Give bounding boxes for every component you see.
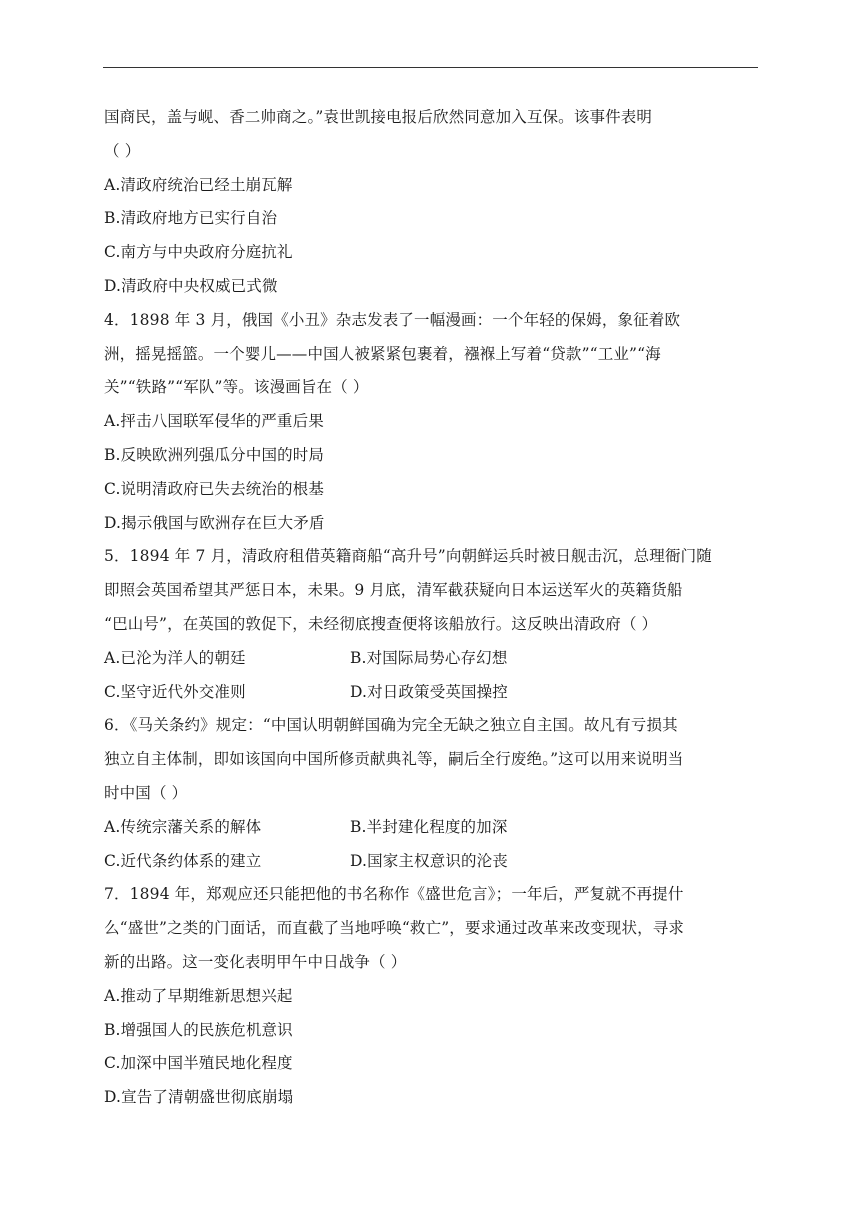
option-row xyxy=(104,811,764,845)
option-row xyxy=(104,845,764,879)
question-4-stem-line: 4．1898 年 3 月，俄国《小丑》杂志发表了一幅漫画：一个年轻的保姆，象征着欧 xyxy=(104,310,681,329)
option-a: A.清政府统治已经土崩瓦解 xyxy=(104,175,293,194)
option-a: A.推动了早期维新思想兴起 xyxy=(104,986,293,1005)
question-4-stem-line: 关”“铁路”“军队”等。该漫画旨在（ ） xyxy=(104,378,369,397)
option-d: D.国家主权意识的沦丧 xyxy=(350,851,508,870)
option-a: A.抨击八国联军侵华的严重后果 xyxy=(104,412,324,431)
option-b: B.增强国人的民族危机意识 xyxy=(104,1020,293,1039)
option-a: A.传统宗藩关系的解体 xyxy=(104,817,262,836)
question-7-stem-line: 7．1894 年，郑观应还只能把他的书名称作《盛世危言》；一年后，严复就不再提什 xyxy=(104,885,684,904)
option-b: B.反映欧洲列强瓜分中国的时局 xyxy=(104,445,325,464)
question-6-stem-line: 独立自主体制，即如该国向中国所修贡献典礼等，嗣后全行废绝。”这可以用来说明当 xyxy=(104,750,684,769)
option-d: D.对日政策受英国操控 xyxy=(350,682,508,701)
question-7-stem-line: 新的出路。这一变化表明甲午中日战争（ ） xyxy=(104,952,407,971)
option-row xyxy=(104,676,764,710)
option-row xyxy=(104,642,764,676)
header-rule xyxy=(103,67,758,68)
question-7-stem-line: 么“盛世”之类的门面话，而直截了当地呼唤“救亡”，要求通过改革来改变现状，寻求 xyxy=(104,919,685,938)
option-d: D.揭示俄国与欧洲存在巨大矛盾 xyxy=(104,513,325,532)
answer-blank: （ ） xyxy=(104,141,141,160)
option-c: C.说明清政府已失去统治的根基 xyxy=(104,479,324,498)
question-3-stem-line: 国商民，盖与岘、香二帅商之。”袁世凯接电报后欣然同意加入互保。该事件表明 xyxy=(104,108,653,126)
question-6-stem-line: 时中国（ ） xyxy=(104,783,188,802)
option-d: D.宣告了清朝盛世彻底崩塌 xyxy=(104,1088,294,1107)
option-d: D.清政府中央权威已式微 xyxy=(104,276,278,295)
option-c: C.近代条约体系的建立 xyxy=(104,851,262,870)
question-5-stem-line: 5．1894 年 7 月，清政府租借英籍商船“高升号”向朝鲜运兵时被日舰击沉，总理衙门随 xyxy=(104,547,712,566)
question-5-stem-line: “巴山号”，在英国的敦促下，未经彻底搜查便将该船放行。这反映出清政府（ ） xyxy=(104,614,658,633)
option-b: B.清政府地方已实行自治 xyxy=(104,209,278,228)
option-b: B.半封建化程度的加深 xyxy=(350,817,508,836)
option-c: C.南方与中央政府分庭抗礼 xyxy=(104,243,293,262)
option-c: C.坚守近代外交准则 xyxy=(104,682,246,701)
option-a: A.已沦为洋人的朝廷 xyxy=(104,648,246,667)
question-4-stem-line: 洲，摇晃摇篮。一个婴儿——中国人被紧紧包裹着，襁褓上写着“贷款”“工业”“海 xyxy=(104,344,661,363)
question-5-stem-line: 即照会英国希望其严惩日本，未果。9 月底，清军截获疑向日本运送军火的英籍货船 xyxy=(104,581,683,600)
question-6-stem-line: 6．《马关条约》规定：“中国认明朝鲜国确为完全无缺之独立自主国。故凡有亏损其 xyxy=(104,716,678,735)
page-content xyxy=(104,101,764,1115)
option-b: B.对国际局势心存幻想 xyxy=(350,648,508,667)
option-c: C.加深中国半殖民地化程度 xyxy=(104,1054,293,1073)
